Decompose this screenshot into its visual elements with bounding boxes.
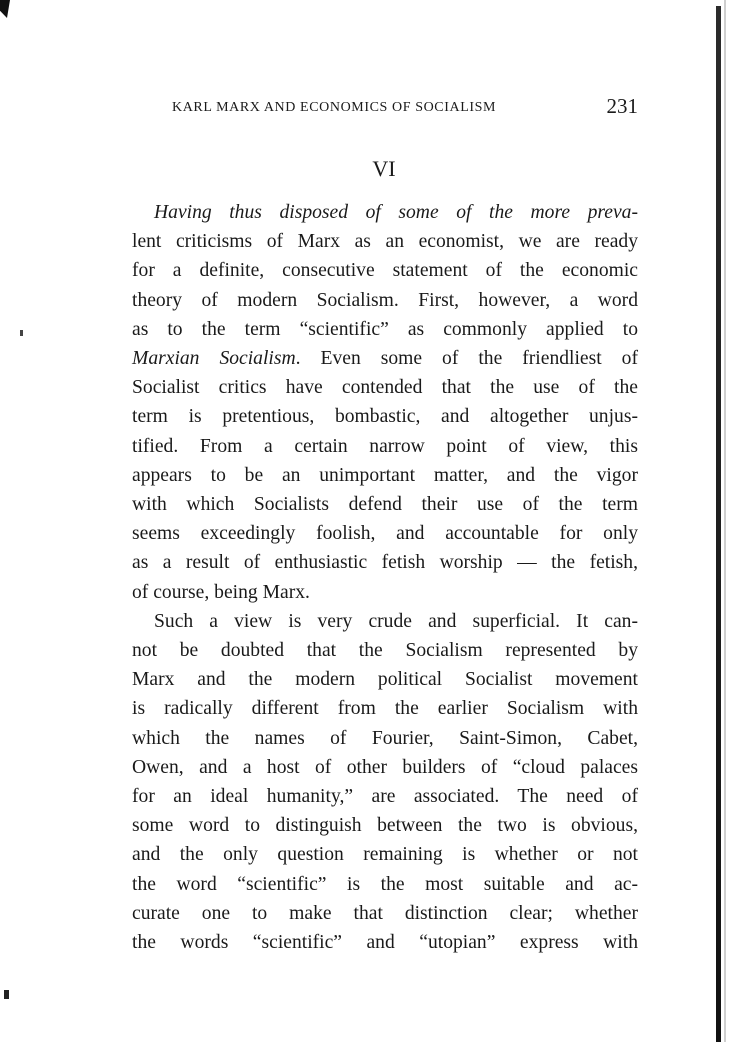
text-line: for a definite, consecutive statement of the economic — [132, 260, 638, 282]
text-line: Marx and the modern political Socialist movement — [132, 669, 638, 691]
text-line: of course, being Marx. — [132, 581, 310, 603]
running-title: KARL MARX AND ECONOMICS OF SOCIALISM — [172, 100, 497, 115]
text-line: lent criticisms of Marx as an economist, we are ready — [132, 231, 638, 253]
text-line: term is pretentious, bombastic, and altogether unjus- — [132, 406, 638, 428]
italic-lead-in: Having thus disposed of some of the more preva- — [154, 202, 638, 223]
text-line: and the only question remaining is whether or not — [132, 844, 638, 866]
text-line: with which Socialists defend their use of the term — [132, 494, 638, 516]
text-line: seems exceedingly foolish, and accountable for only — [132, 523, 638, 545]
text-line: Marxian Socialism. Even some of the friendliest of — [132, 348, 638, 370]
text-line: theory of modern Socialism. First, however, a word — [132, 289, 638, 311]
text-line: as to the term “scientific” as commonly applied to — [132, 318, 638, 340]
paragraph-1 — [132, 198, 638, 607]
scan-speck — [20, 330, 23, 336]
scan-corner-mark — [0, 0, 10, 18]
paragraph-2 — [132, 607, 638, 957]
running-head — [132, 92, 638, 122]
text-line: some word to distinguish between the two is obvious, — [132, 815, 638, 837]
body-text — [132, 198, 638, 957]
page-number: 231 — [606, 94, 638, 118]
text-line — [132, 198, 638, 227]
text-line: for an ideal humanity,” are associated. The need of — [132, 786, 638, 808]
text-line: not be doubted that the Socialism represented by — [132, 640, 638, 662]
italic-term: Marxian Socialism — [132, 348, 296, 370]
text-line: the word “scientific” is the most suitable and ac- — [132, 873, 638, 895]
text-line: curate one to make that distinction clear; whether — [132, 902, 638, 924]
text-line: is radically different from the earlier Socialism with — [132, 698, 638, 720]
text-line: Socialist critics have contended that the use of the — [132, 377, 638, 399]
text-line: tified. From a certain narrow point of view, this — [132, 435, 638, 457]
text-line: as a result of enthusiastic fetish worship — the fetish, — [132, 552, 638, 574]
text-line: appears to be an unimportant matter, and the vigor — [132, 464, 638, 486]
scan-edge-mark — [4, 990, 9, 999]
text-line: Such a view is very crude and superficial. It can- — [154, 610, 638, 632]
text-line: the words “scientific” and “utopian” express with — [132, 932, 638, 954]
text-line: which the names of Fourier, Saint-Simon, Cabet, — [132, 727, 638, 749]
section-number: VI — [372, 156, 396, 181]
text-line: Owen, and a host of other builders of “cloud palaces — [132, 756, 638, 778]
